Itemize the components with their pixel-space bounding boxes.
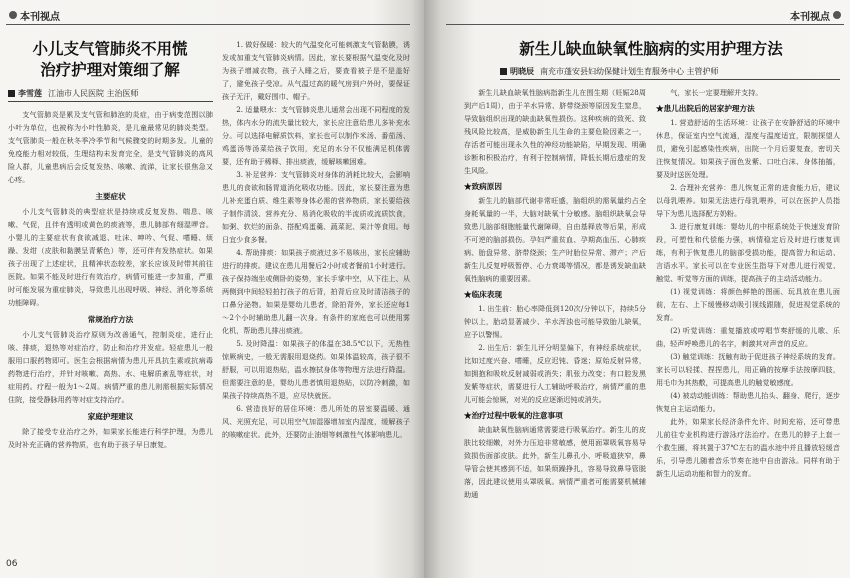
- left-subheading-treatment: 常规治疗方法: [87, 315, 134, 324]
- right-swimming-paragraph: 此外，如果家长经济条件允许、时间充裕，还可带患儿前往专业机构进行游泳疗法治疗。在患儿的脖子上套一个救生圈，将其置于37℃左右的温水池中并且播放轻缓音乐，引导患儿随着音乐节奏在池中自由游泳。同样有助于新生儿运动功能和智力的发育。: [656, 417, 840, 478]
- right-continued-paragraph: 气，家长一定要理解并支持。: [670, 88, 763, 97]
- left-home-care-paragraph: 除了接受专业治疗之外，如果家长能进行科学护理，为患儿及时补充正确的营养物质，也有助于孩子早日康复。: [8, 427, 213, 449]
- right-intro-paragraph: 新生儿缺血缺氧性脑病指新生儿在围生期（妊娠28周到产后1周），由于羊水异常、脐带绕颈等原因发生窒息，导致脑组织出现的缺血缺氧性损伤。这种疾病的致死、致残风险比较高，是威胁新生儿生命的主要危险因素之一，存活者可能出现永久性的神经功能缺陷，早期发现、明确诊断和积极治疗，有利于控制病情，降低长期后遗症的发生风险。: [464, 88, 646, 175]
- right-subheading-causes: ★致病原因: [464, 182, 502, 191]
- right-author-name: 明晓辰: [510, 67, 534, 76]
- right-subheading-oxygen: ★治疗过程中吸氧的注意事项: [464, 411, 563, 420]
- right-author-affiliation: 南充市蓬安县妇幼保健计划生育服务中心 主管护师: [540, 67, 719, 76]
- left-care-tip-1: 1. 做好保暖：较大的气温变化可能刺激支气管黏膜，诱发或加重支气管肺炎病情。因此，家长要根据气温变化及时为孩子增减衣物，孩子入睡之后，要查看被子是不是盖好了，避免孩子受凉。从气温过高的暖气房到户外时，要保证孩子无汗，戴好围巾、帽子。: [222, 40, 410, 101]
- left-subheading-home-care: 家庭护理建议: [87, 412, 134, 421]
- right-byline: [500, 66, 840, 77]
- left-article-title: [10, 38, 210, 80]
- left-care-tip-6: 6. 营造良好的居住环境：患儿所处的居室要温暖、通风、光照充足，可以用空气加湿器增加室内湿度，缓解孩子的咳嗽症状。此外，还要防止油烟等刺激性气体影响患儿。: [222, 404, 410, 439]
- right-motor-training: (4) 被动动能训练：帮助患儿抬头、翻身、爬行，逐步恢复自主运动能力。: [656, 391, 840, 413]
- left-section-header: [6, 7, 60, 23]
- right-page: [424, 0, 850, 578]
- right-byline-rule: [500, 79, 840, 80]
- right-section-header-text: 本刊视点: [790, 11, 830, 23]
- right-column-1: [464, 86, 646, 568]
- left-author-affiliation: 江油市人民医院 主治医师: [48, 89, 139, 98]
- left-title-line2: 治疗护理对策细了解: [40, 60, 180, 79]
- right-visual-training: (1) 视觉训练：将颜色鲜艳的图画、玩具放在患儿面前，左右、上下缓慢移动吸引视线跟随，促进视觉系统的发育。: [656, 287, 840, 322]
- left-column-1: [8, 108, 213, 558]
- left-care-tip-2: 2. 适量喂水：支气管肺炎患儿通常会出现不同程度的发热，体内水分的流失量比较大，家长应注意给患儿多补充水分。可以选择电解质饮料，家长也可以制作米汤、番茄汤、鸡蛋汤等汤菜给孩子饮用，充足的水分不仅能满足机体需要，还有助于稀释、排出痰液，缓解咳嗽困难。: [222, 105, 410, 166]
- left-section-header-text: 本刊视点: [20, 11, 60, 23]
- right-touch-training: (3) 触觉训练：抚触有助于促进孩子神经系统的发育。家长可以轻揉、捏捏患儿，用正确的按摩手法按摩四肢，用毛巾为其热敷，可提高患儿的触觉敏感度。: [656, 352, 840, 387]
- left-intro-paragraph: 支气管肺炎是累及支气管和肺泡的炎症，由于病变范围以肺小叶为单位，也被称为小叶性肺炎，是儿童最常见的肺炎类型。支气管肺炎一般在秋冬季冷季节和气候骤变的时期多发。儿童的免疫能力相对较低，生理结构未发育完全，是支气管肺炎的高风险人群，儿童患病后会反复发热、咳嗽、流涕，让家长很焦急又心疼。: [8, 110, 213, 184]
- right-home-care-2: 2. 合理补充营养：患儿恢复正常的进食能力后，建议以母乳喂养。如果无法进行母乳喂养，可以在医护人员指导下为患儿选择配方奶粉。: [656, 183, 840, 218]
- left-column-2: [222, 38, 410, 568]
- right-hearing-training: (2) 听觉训练：重复播放或哼唱节奏舒缓的儿歌、乐曲，轻声呼唤患儿的名字，刺激其对声音的反应。: [656, 326, 840, 348]
- right-header-rule: [446, 24, 844, 25]
- left-care-tip-5: 5. 及时降温：如果孩子的体温在38.5℃以下，无热性惊厥病史，一般无需服用退烧药。如果体温较高，孩子很不舒服，可以用退热贴，温水擦拭身体等物理方法进行降温。但需要注意的是，婴幼儿患者慎用退热贴，以防冷刺激，如果孩子持续高热不退，应尽快就医。: [222, 339, 410, 400]
- left-byline-rule: [8, 101, 213, 102]
- byline-square-icon: [500, 68, 507, 75]
- byline-square-icon: [8, 90, 15, 97]
- right-article-title: 新生儿缺血缺氧性脑病的实用护理方法: [519, 39, 783, 58]
- right-section-header: [790, 7, 844, 23]
- right-home-care-3: 3. 进行康复训练：婴幼儿的中枢系统处于快速发育阶段，可塑性和代偿能力强，病情稳定后及时进行康复训练，有利于恢复患儿的脑部受损功能，提高智力和运动、言语水平。家长可以在专业医生指导下对患儿进行视觉、触觉、听觉等方面的训练，提高孩子的主动活动能力。: [656, 222, 840, 283]
- left-page: [0, 0, 424, 578]
- right-home-care-1: 1. 营造舒适的生活环境：让孩子在安静舒适的环境中休息，保证室内空气流通，湿度与温度适宜，限制探望人员，避免引起感染性疾病，出院一个月后要复查，密切关注恢复情况。如果孩子面色发紫、口吐白沫、身体抽搐，要及时送医处理。: [656, 118, 840, 179]
- left-care-tip-4: 4. 帮助排痰：如果孩子痰液过多不易咳出，家长应辅助进行的排痰。建议在患儿用餐后2小时或者餐前1小时进行。孩子保持端坐或侧卧的姿势，家长手掌中空，从下往上、从两侧到中间轻轻拍打孩子的后背，拍背后应及时清洁孩子的口鼻分泌物。如果是婴幼儿患者，除拍背外，家长还应每1～2个小时辅助患儿翻一次身。有条件的家庭也可以使用雾化机，帮助患儿排出痰液。: [222, 248, 410, 335]
- left-title-line1: 小儿支气管肺炎不用慌: [32, 39, 188, 58]
- left-author-name: 李雪莲: [18, 89, 42, 98]
- left-byline: [8, 88, 213, 99]
- page-number: 06: [6, 559, 18, 569]
- left-treatment-paragraph: 小儿支气管肺炎治疗原则为改善通气，控制炎症，进行止咳、排痰，退热等对症治疗，防止和治疗并发症。轻症患儿一般服用口服药物即可。医生会根据病情为患儿开具抗生素或抗病毒药物进行治疗，并针对咳嗽、高热、水、电解质紊乱等症状，对症用药。疗程一般为1～2周。病情严重的患儿则需根据实际情况住院，接受静脉用药等对症支持治疗。: [8, 330, 213, 404]
- right-oxygen-paragraph: 缺血缺氧性脑病通常需要进行吸氧治疗。新生儿的皮肤比较细嫩，对外力压迫非常敏感，使用面罩吸氧容易导致损伤面部皮肤。此外，新生儿鼻孔小、呼吸道狭窄，鼻导管会使其感到不适，如果烦躁挣扎，容易导致鼻导管脱落，因此建议使用头罩吸氧。病情严重者可能需要机械辅助通: [464, 425, 646, 499]
- section-dot-icon: [833, 11, 841, 19]
- right-subheading-symptoms: ★临床表现: [464, 290, 502, 299]
- right-column-2: [656, 86, 840, 568]
- right-symptoms-prenatal: 1. 出生前：胎心率降低到120次/分钟以下，持续5分钟以上，胎动显著减少、羊水浑浊也可能导致胎儿缺氧，应予以警惕。: [464, 304, 646, 339]
- left-care-tip-3: 3. 补足营养：支气管肺炎对身体的消耗比较大，会影响患儿的食欲和肠胃道消化吸收功能。因此，家长要注意为患儿补充蛋白质、维生素等身体必需的营养物质，家长要给孩子制作清淡、营养充分、易消化吸收的半流质或流质饮食，如粥、软烂的面条、搭配鸡蛋羹、蔬菜泥、果汁等食用。每日宜少食多餐。: [222, 170, 410, 244]
- right-subheading-home-care: ★患儿出院后的居家护理方法: [656, 104, 755, 113]
- left-header-rule: [6, 24, 410, 25]
- left-subheading-symptoms: 主要症状: [95, 192, 126, 201]
- right-symptoms-postnatal: 2. 出生后：新生儿评分明显偏下，有神经系统症状，比如过度兴奋、嗜睡，反应迟钝、昏迷；原始反射异常，如拥抱和吸吮反射减弱或消失；肌张力改变；有口腔发黑发紫等症状，需要进行人工辅助呼吸治疗，病情严重的患儿可能会惊厥，对光的反应逐渐迟钝或消失。: [464, 343, 646, 404]
- section-dot-icon: [9, 11, 17, 19]
- left-symptoms-paragraph: 小儿支气管肺炎的典型症状是持续或反复发热、喘息、咳嗽、气促，且伴有透明或黄色的痰液等，患儿肺部有细湿啰音。小婴儿的主要症状有食欲减退、吐沫、呻吟、气促、嗜睡、烦躁、发绀（皮肤和黏膜呈青紫色）等，还可伴有发热症状。如果孩子出现了上述症状，且精神状态较差，家长应该及时带其前往医院。如果不能及时进行有效治疗，病情可能进一步加重，严重时可能发展为重症肺炎，导致患儿出现呼吸、神经、消化等系统功能障碍。: [8, 207, 213, 307]
- right-causes-paragraph: 新生儿的脑部代谢非常旺盛，脑组织的需氧量约占全身耗氧量的一半，大脑对缺氧十分敏感。脑组织缺氧会导致患儿脑部细胞能量代谢障碍，自由基释放等后果，形成不可逆的脑部损伤。孕妇严重贫血、孕期高血压、心肺疾病、胎盘异常、脐带绕颈；生产时胎位异常、滞产；产后新生儿反复呼吸暂停、心力衰竭等情况，都是诱发缺血缺氧性脑病的重要因素。: [464, 196, 646, 283]
